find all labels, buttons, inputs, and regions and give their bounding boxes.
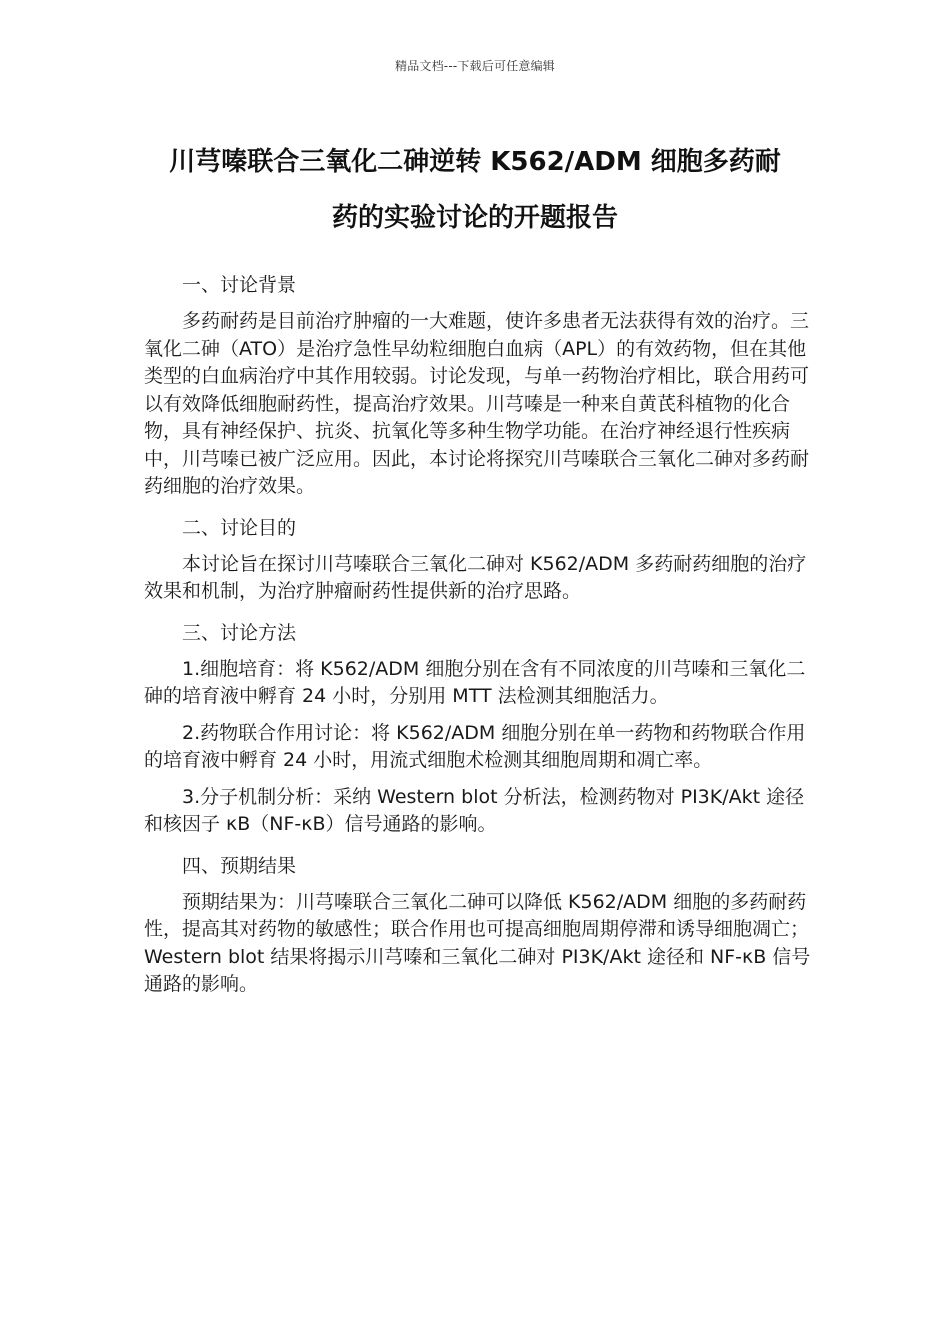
section-paragraph: 预期结果为：川芎嗪联合三氧化二砷可以降低 K562/ADM 细胞的多药耐药性，提高其对药物的敏感性；联合作用也可提高细胞周期停滞和诱导细胞凋亡；Western blot 结果将揭示川芎嗪和三氧化二砷对 PI3K/Akt 途径和 NF-κB 信号通路的影响。	[144, 890, 811, 995]
document-body	[144, 270, 816, 1008]
section-heading: 一、讨论背景	[182, 274, 297, 296]
section-expected-results	[144, 851, 816, 999]
document-title	[140, 134, 810, 246]
section-purpose	[144, 513, 816, 606]
method-item: 1.细胞培育：将 K562/ADM 细胞分别在含有不同浓度的川芎嗪和三氧化二砷的培育液中孵育 24 小时，分别用 MTT 法检测其细胞活力。	[144, 657, 806, 707]
title-line-2: 药的实验讨论的开题报告	[331, 203, 618, 233]
section-heading: 四、预期结果	[182, 854, 297, 877]
method-item: 3.分子机制分析：采纳 Western blot 分析法，检测药物对 PI3K/Akt 途径和核因子 κB（NF-κB）信号通路的影响。	[144, 785, 805, 835]
section-paragraph: 本讨论旨在探讨川芎嗪联合三氧化二砷对 K562/ADM 多药耐药细胞的治疗效果和机制，为治疗肿瘤耐药性提供新的治疗思路。	[144, 552, 807, 602]
header-note: 精品文档---下载后可任意编辑	[395, 59, 555, 73]
method-item: 2.药物联合作用讨论：将 K562/ADM 细胞分别在单一药物和药物联合作用的培育液中孵育 24 小时，用流式细胞术检测其细胞周期和凋亡率。	[144, 721, 806, 771]
section-heading: 三、讨论方法	[182, 621, 297, 644]
section-heading: 二、讨论目的	[182, 516, 297, 539]
section-methods	[144, 618, 816, 839]
section-paragraph: 多药耐药是目前治疗肿瘤的一大难题，使许多患者无法获得有效的治疗。三氧化二砷（ATO）是治疗急性早幼粒细胞白血病（APL）的有效药物，但在其他类型的白血病治疗中其作用较弱。讨论发现，与单一药物治疗相比，联合用药可以有效降低细胞耐药性，提高治疗效果。川芎嗪是一种来自黄芪科植物的化合物，具有神经保护、抗炎、抗氧化等多种生物学功能。在治疗神经退行性疾病中，川芎嗪已被广泛应用。因此，本讨论将探究川芎嗪联合三氧化二砷对多药耐药细胞的治疗效果。	[144, 310, 810, 497]
section-background	[144, 270, 816, 501]
title-line-1: 川芎嗪联合三氧化二砷逆转 K562/ADM 细胞多药耐	[169, 147, 781, 177]
